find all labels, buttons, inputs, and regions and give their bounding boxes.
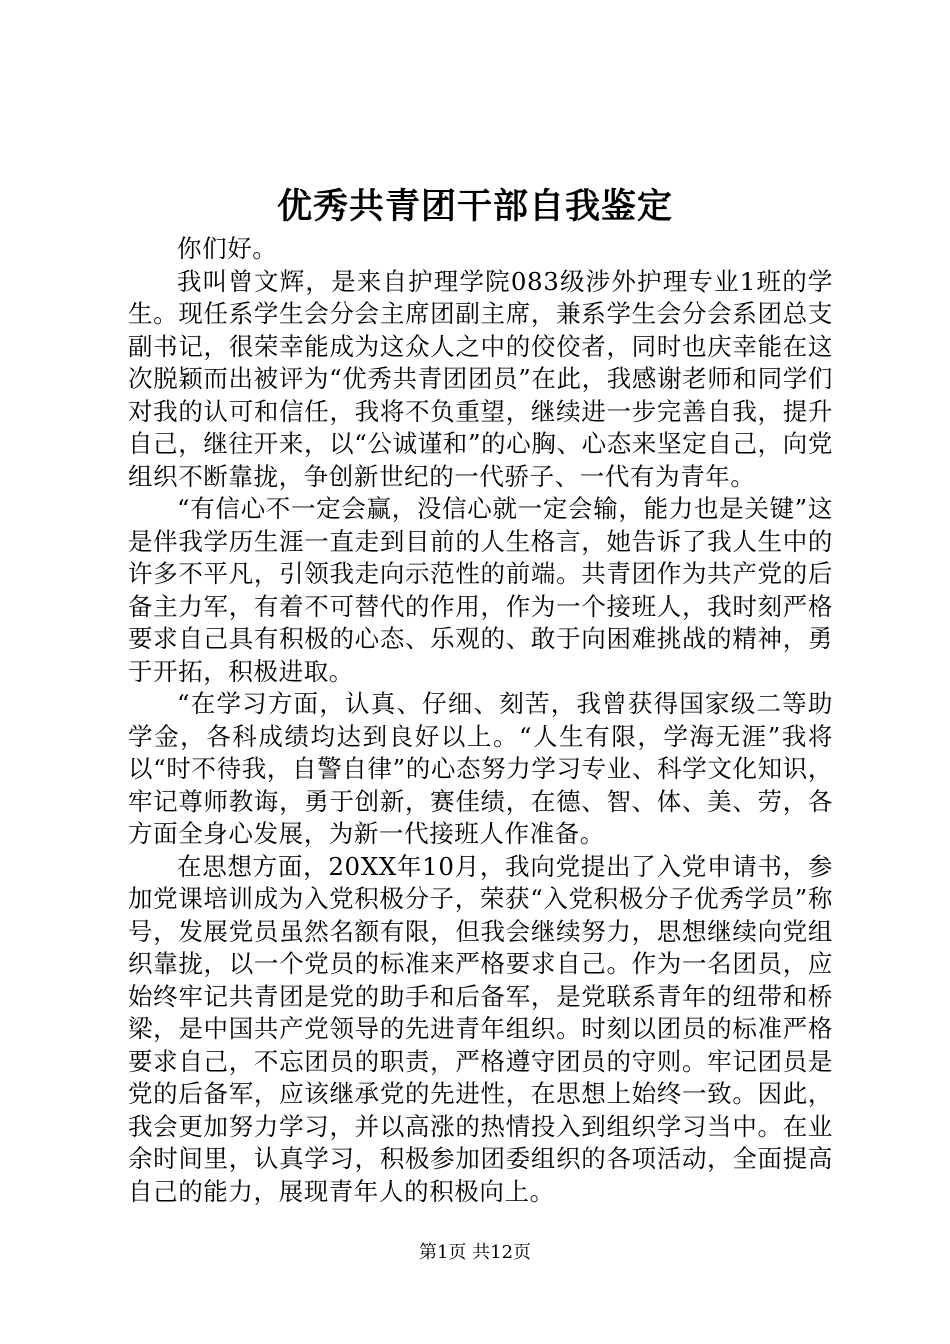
paragraph-greeting: 你们好。 — [177, 234, 278, 263]
document-body — [128, 233, 833, 1208]
document-title: 优秀共青团干部自我鉴定 — [276, 186, 673, 227]
paragraph-study: “在学习方面，认真、仔细、刻苦，我曾获得国家级二等助学金，各科成绩均达到良好以上。“人生有限，学海无涯”我将以“时不待我，自警自律”的心态努力学习专业、科学文化知识，牢记尊师教诲，勇于创新，赛佳绩，在德、智、体、美、劳，各方面全身心发展，为新一代接班人作准备。 — [128, 689, 833, 848]
paragraph-thought: 在思想方面，20XX年10月，我向党提出了入党申请书，参加党课培训成为入党积极分子，荣获“入党积极分子优秀学员”称号，发展党员虽然名额有限，但我会继续努力，思想继续向党组织靠拢，以一个党员的标准来严格要求自己。作为一名团员，应始终牢记共青团是党的助手和后备军，是党联系青年的纽带和桥梁，是中国共产党领导的先进青年组织。时刻以团员的标准严格要求自己，不忘团员的职责，严格遵守团员的守则。牢记团员是党的后备军，应该继承党的先进性，在思想上始终一致。因此，我会更加努力学习，并以高涨的热情投入到组织学习当中。在业余时间里，认真学习，积极参加团委组织的各项活动，全面提高自己的能力，展现青年人的积极向上。 — [128, 851, 833, 1206]
paragraph-motto: “有信心不一定会赢，没信心就一定会输，能力也是关键”这是伴我学历生涯一直走到目前的人生格言，她告诉了我人生中的许多不平凡，引领我走向示范性的前端。共青团作为共产党的后备主力军，有着不可替代的作用，作为一个接班人，我时刻严格要求自己具有积极的心态、乐观的、敢于向困难挑战的精神，勇于开拓，积极进取。 — [128, 494, 833, 686]
paragraph-introduction: 我叫曾文辉，是来自护理学院083级涉外护理专业1班的学生。现任系学生会分会主席团副主席，兼系学生会分会系团总支副书记，很荣幸能成为这众人之中的佼佼者，同时也庆幸能在这次脱颖而出被评为“优秀共青团团员”在此，我感谢老师和同学们对我的认可和信任，我将不负重望，继续进一步完善自我，提升自己，继往开来，以“公诚谨和”的心胸、心态来坚定自己，向党组织不断靠拢，争创新世纪的一代骄子、一代有为青年。 — [128, 266, 833, 491]
page-number-footer: 第1页 共12页 — [418, 1242, 532, 1263]
